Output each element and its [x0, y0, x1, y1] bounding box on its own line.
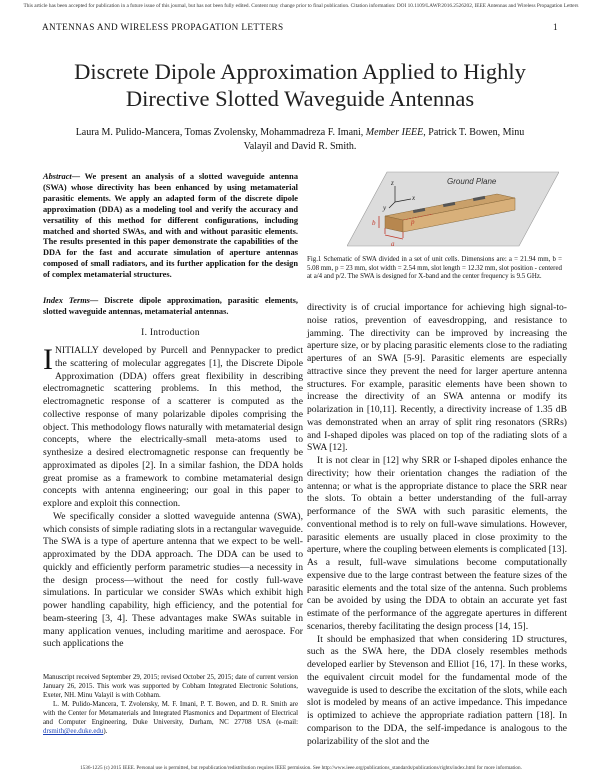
- abstract-label: Abstract—: [43, 172, 81, 181]
- title-line-2: Directive Slotted Waveguide Antennas: [125, 86, 475, 111]
- title-line-1: Discrete Dipole Approximation Applied to Highly: [74, 59, 526, 84]
- copyright-footer: 1536-1225 (c) 2015 IEEE. Personal use is permitted, but republication/redistribution requires IEEE permission. See http://www.ieee.org/publications_standards/publications/rights/index.html for more information.: [80, 765, 522, 771]
- authors-part-1b: , Patrick T. Bowen, Minu: [423, 127, 525, 138]
- ground-plane-label: Ground Plane: [447, 177, 497, 186]
- footnote: [43, 673, 298, 736]
- index-terms: [43, 296, 298, 318]
- dim-b-label: b: [372, 219, 376, 227]
- page-number: 1: [553, 22, 558, 32]
- abstract-text: We present an analysis of a slotted waveguide antenna (SWA) whose directivity has been enhanced by using metamaterial parasitic elements. We apply an adapted form of the discrete dipole approximation (DDA) as a modeling tool and verify the accuracy and versatility of this method for different configurations, including matched and shorted SWAs, and with and without parasitic elements. The results presented in this paper demonstrate the capabilities of the DDA for the fast and accurate simulation of aperture antennas composed of small radiators, and its further application for the design of complex metamaterial structures.: [43, 172, 298, 280]
- right-paragraph-2: It is not clear in [12] why SRR or I-shaped dipoles enhance the directivity; how their orientation changes the radiation of the antenna; or what is the appropriate distance to place the SRR near the slots. To obtain a better understanding of the full-array performance of the SWA with such parasitic elements, the conventional method is to rely on full-wave simulations. However, parasitic elements are usually placed in close proximity to the aperture, where the coupling between elements is complicated [13]. As a result, full-wave simulations become computationally expensive due to the large contrast between the feature sizes of the parasitic elements and the total size of the antenna. Such problems can be avoided by using the DDA to obtain an accurate yet fast estimate of the performance of the aggregate apertures in different scenarios, thereby facilitating the design process [14, 15].: [307, 455, 567, 632]
- authors-part-1: Laura M. Pulido-Mancera, Tomas Zvolensky, Mohammadreza F. Imani,: [75, 127, 364, 138]
- intro-paragraph-2: We specifically consider a slotted waveguide antenna (SWA), which consists of simple radiating slots in a rectangular waveguide. The SWA is a type of aperture antenna that we expect to be well-approximated by the DDA approach. The DDA can be used to quickly and efficiently perform parametric studies—a necessity in the design process—without the need for costly full-wave simulations. In particular we consider SWAs which exhibit high power handling capability, high efficiency, and the potential for beam-steering [3, 4]. These advantages make SWAs suitable in many application venues, including maritime and aerospace. For such applications the: [43, 510, 303, 650]
- journal-name: ANTENNAS AND WIRELESS PROPAGATION LETTERS: [42, 22, 284, 32]
- intro-paragraph-1: INITIALLY developed by Purcell and Pennypacker to predict the scattering of molecular aggregates [1], the Discrete Dipole Approximation (DDA) offers great flexibility in describing electromagnetic scattering problems. In this method, the electromagnetic response of a scatterer is computed as the collective response of many polarizable dipoles comprising the object. This methodology flows naturally with metamaterial design concepts, where the electrically-small meta-atoms used to synthesize a desired electromagnetic response can frequently be approximated as dipoles [2]. In a similar fashion, the DDA holds great promise as a framework to combine metamaterial design concepts with antenna engineering; our goal in this paper to explore and exploit this connection.: [43, 343, 303, 509]
- author-email-link[interactable]: drsmith@ee.duke.edu: [43, 728, 104, 735]
- dim-a-label: a: [391, 240, 395, 248]
- section-heading: I. Introduction: [141, 328, 200, 338]
- publication-notice: This article has been accepted for publication in a future issue of this journal, but has not been fully edited. Content may change prior to final publication. Citation information: DOI 10.1109/LAWP.2016.2526202, IEEE Antennas and Wireless Propagation Letters: [23, 3, 579, 9]
- author-list: [60, 126, 540, 154]
- running-header: [42, 22, 558, 34]
- axis-y-label: y: [383, 204, 387, 212]
- footnote-affiliation: L. M. Pulido-Mancera, T. Zvolensky, M. F. Imani, P. T. Bowen, and D. R. Smith are with the Center for Metamaterials and Integrated Plasmonics and Department of Electrical and Computer Engineering, Duke University, Durham, NC 27708 USA (e-mail: drsmith@ee.duke.edu).: [43, 701, 298, 735]
- abstract: [43, 172, 298, 281]
- index-terms-label: Index Terms—: [43, 296, 99, 305]
- intro-column: [43, 345, 303, 651]
- right-column-text: [307, 302, 567, 748]
- axis-z-label: z: [391, 179, 394, 187]
- footnote-received: Manuscript received September 29, 2015; revised October 25, 2015; date of current version January 26, 2015. This work was supported by Cobham Integrated Electronic Solutions, Exeter, NH. Minu Valayil is with Cobham.: [43, 674, 298, 699]
- dim-p-label: p: [411, 218, 415, 226]
- swa-schematic-figure: [347, 168, 559, 250]
- authors-part-2: Valayil and David R. Smith.: [243, 141, 357, 152]
- figure-caption: Fig.1 Schematic of SWA divided in a set of unit cells. Dimensions are: a = 21.94 mm, b = 5.08 mm, p = 23 mm, slot width = 2.54 mm, slot length = 12.32 mm, slot position - centered at a/4 and p/2. The SWA is designed for X-band and the center frequency is 9.5 GHz.: [307, 256, 562, 281]
- drop-cap: I: [43, 343, 53, 376]
- axis-x-label: x: [412, 194, 416, 202]
- index-terms-text: Discrete dipole approximation, parasitic elements, slotted waveguide antennas, metamaterial antennas.: [43, 296, 298, 316]
- paper-title: [40, 58, 560, 112]
- right-paragraph-1: directivity is of crucial importance for achieving high signal-to-noise ratios, prevention of eavesdropping, and resistance to jamming. The directivity can be improved by increasing the aperture size, or by placing parasitic elements close to the radiating apertures of an SWA [5-9]. Parasitic elements are especially attractive since they prevent the need for larger aperture antenna structures. For example, parasitic elements have been shown to increase the directivity of an SWA antenna or modify its polarization in [10,11]. Recently, a directivity increase of 1.35 dB was demonstrated when an array of split ring resonators (SRRs) and I-shaped dipoles was placed on top of the radiating slots of a SWA [12].: [307, 302, 567, 454]
- right-paragraph-3: It should be emphasized that when considering 1D structures, such as the SWA here, the DDA closely resembles methods developed earlier by Stevenson and Elliot [16, 17]. In these works, the equivalent circuit model for the fundamental mode of the waveguide is used to describe the excitation of the slots, while each slot is modeled by means of an active impedance. This impedance is optimized to achieve the appropriate radiation pattern [18]. In comparison to the DDA, the self-impedance is analogous to the polarizability of the slot and the: [307, 633, 567, 747]
- authors-member: Member IEEE: [365, 127, 424, 138]
